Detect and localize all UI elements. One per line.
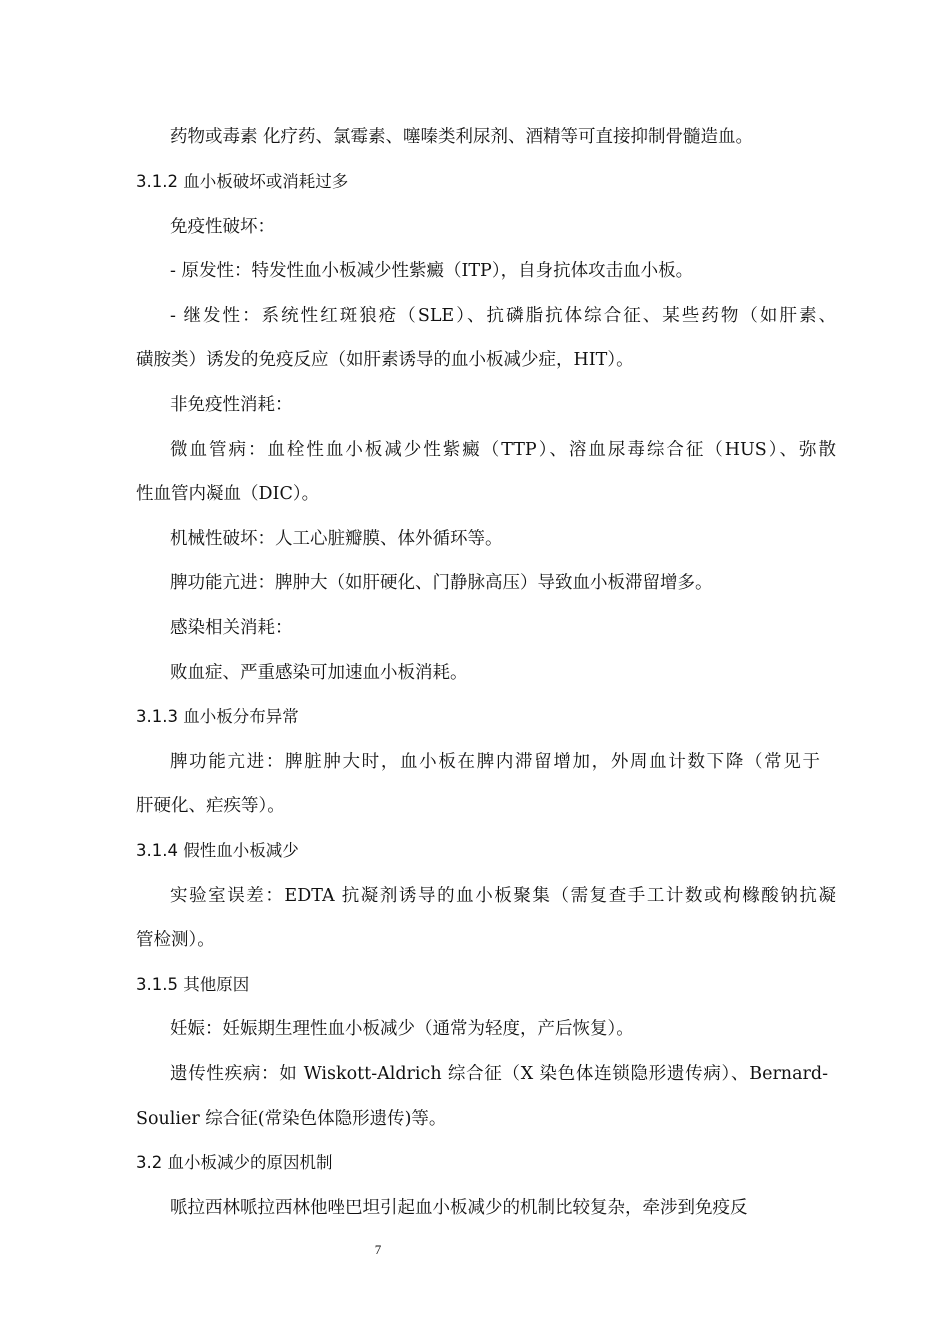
paragraph-line: 磺胺类）诱发的免疫反应（如肝素诱导的血小板减少症，HIT）。: [136, 350, 634, 370]
paragraph-line: 免疫性破坏：: [170, 217, 275, 237]
paragraph-line: 脾功能亢进：脾脏肿大时，血小板在脾内滞留增加，外周血计数下降（常见于: [170, 752, 820, 772]
section-heading-3-1-3: 3.1.3 血小板分布异常: [136, 707, 299, 726]
paragraph-line: 非免疫性消耗：: [170, 395, 293, 415]
section-heading-3-1-2: 3.1.2 血小板破坏或消耗过多: [136, 172, 349, 191]
paragraph-line: 感染相关消耗：: [170, 618, 293, 638]
paragraph-line: 脾功能亢进：脾肿大（如肝硬化、门静脉高压）导致血小板滞留增多。: [170, 573, 713, 593]
paragraph-line: 肝硬化、疟疾等）。: [136, 796, 285, 816]
paragraph-line: Soulier 综合征(常染色体隐形遗传)等。: [136, 1109, 447, 1129]
paragraph-line: 哌拉西林哌拉西林他唑巴坦引起血小板减少的机制比较复杂，牵涉到免疫反: [170, 1198, 748, 1218]
paragraph-line: 药物或毒素 化疗药、氯霉素、噻嗪类利尿剂、酒精等可直接抑制骨髓造血。: [170, 127, 754, 147]
page-number: 7: [374, 1242, 382, 1257]
paragraph-line: 败血症、严重感染可加速血小板消耗。: [170, 663, 468, 683]
paragraph-line: 机械性破坏：人工心脏瓣膜、体外循环等。: [170, 529, 503, 549]
list-item: - 原发性：特发性血小板减少性紫癜（ITP），自身抗体攻击血小板。: [170, 261, 694, 281]
paragraph-line: 性血管内凝血（DIC）。: [136, 484, 320, 504]
section-heading-3-2: 3.2 血小板减少的原因机制: [136, 1153, 333, 1172]
paragraph-line: 管检测）。: [136, 930, 215, 950]
list-item: - 继发性：系统性红斑狼疮（SLE）、抗磷脂抗体综合征、某些药物（如肝素、: [170, 306, 836, 326]
section-heading-3-1-4: 3.1.4 假性血小板减少: [136, 841, 299, 860]
paragraph-line: 微血管病：血栓性血小板减少性紫癜（TTP）、溶血尿毒综合征（HUS）、弥散: [170, 440, 836, 460]
section-heading-3-1-5: 3.1.5 其他原因: [136, 975, 250, 994]
paragraph-line: 遗传性疾病：如 Wiskott-Aldrich 综合征（X 染色体连锁隐形遗传病）、Bernard-: [170, 1064, 828, 1084]
paragraph-line: 实验室误差：EDTA 抗凝剂诱导的血小板聚集（需复查手工计数或枸橼酸钠抗凝: [170, 886, 836, 906]
paragraph-line: 妊娠：妊娠期生理性血小板减少（通常为轻度，产后恢复）。: [170, 1019, 634, 1039]
